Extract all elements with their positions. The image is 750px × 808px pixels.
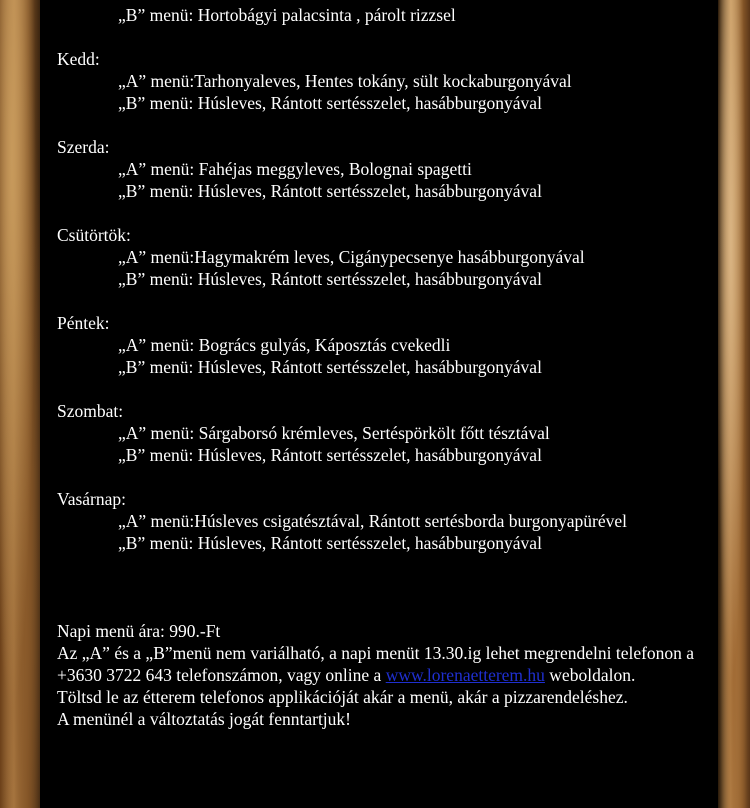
website-link[interactable]: www.lorenaetterem.hu — [385, 665, 545, 685]
day-block-sunday — [57, 488, 717, 554]
wood-background-right — [718, 0, 750, 808]
monday-b-menu: „B” menü: Hortobágyi palacsinta , párolt rizzsel — [118, 5, 456, 25]
a-menu: „A” menü:Hagymakrém leves, Cigánypecsenye hasábburgonyával — [118, 247, 585, 267]
footer-info — [57, 620, 717, 730]
day-block-friday — [57, 312, 717, 378]
day-block-saturday — [57, 400, 717, 466]
b-menu: „B” menü: Húsleves, Rántott sertésszelet, hasábburgonyával — [118, 269, 542, 289]
day-name: Szombat: — [57, 401, 124, 421]
weekly-menu-content — [57, 4, 717, 730]
day-name: Kedd: — [57, 49, 100, 69]
b-menu: „B” menü: Húsleves, Rántott sertésszelet, hasábburgonyával — [118, 445, 542, 465]
day-name: Szerda: — [57, 137, 110, 157]
a-menu: „A” menü:Húsleves csigatésztával, Rántott sertésborda burgonyapürével — [118, 511, 627, 531]
day-name: Csütörtök: — [57, 225, 131, 245]
a-menu: „A” menü: Fahéjas meggyleves, Bolognai spagetti — [118, 159, 472, 179]
day-name: Péntek: — [57, 313, 110, 333]
rights-notice: A menünél a változtatás jogát fenntartjuk! — [57, 709, 351, 729]
b-menu: „B” menü: Húsleves, Rántott sertésszelet, hasábburgonyával — [118, 181, 542, 201]
order-text: Az „A” és a „B”menü nem variálható, a napi menüt 13.30.ig lehet megrendelni telefonon a +3630 3722 643 telefonszámon, vagy online a — [57, 643, 695, 685]
menu-price: Napi menü ára: 990.-Ft — [57, 621, 221, 641]
b-menu: „B” menü: Húsleves, Rántott sertésszelet, hasábburgonyával — [118, 533, 542, 553]
a-menu: „A” menü: Bogrács gulyás, Káposztás cvekedli — [118, 335, 451, 355]
app-info: Töltsd le az étterem telefonos applikációját akár a menü, akár a pizzarendeléshez. — [57, 687, 628, 707]
day-name: Vasárnap: — [57, 489, 127, 509]
day-block-thursday — [57, 224, 717, 290]
order-info — [57, 642, 702, 686]
order-text-end: weboldalon. — [544, 665, 636, 685]
a-menu: „A” menü:Tarhonyaleves, Hentes tokány, sült kockaburgonyával — [118, 71, 572, 91]
day-block-wednesday — [57, 136, 717, 202]
a-menu: „A” menü: Sárgaborsó krémleves, Sertéspörkölt főtt tésztával — [118, 423, 550, 443]
b-menu: „B” menü: Húsleves, Rántott sertésszelet, hasábburgonyával — [118, 357, 542, 377]
wood-background-left — [0, 0, 40, 808]
day-block-tuesday — [57, 48, 717, 114]
b-menu: „B” menü: Húsleves, Rántott sertésszelet, hasábburgonyával — [118, 93, 542, 113]
